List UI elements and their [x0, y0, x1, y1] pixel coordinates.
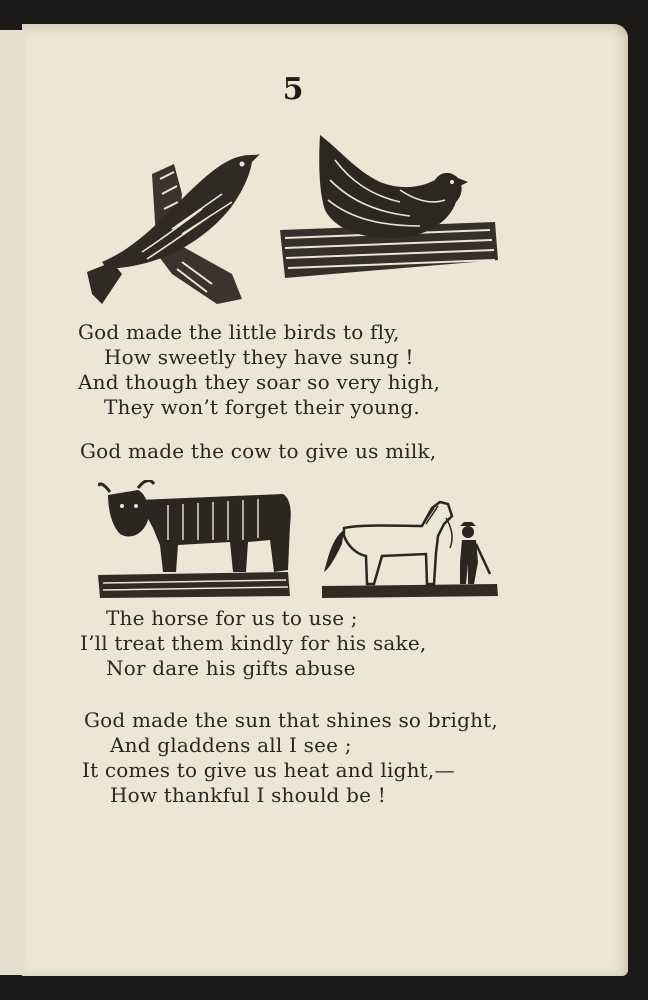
verse-line: The horse for us to use ;	[106, 606, 358, 630]
left-page-edge	[0, 30, 23, 975]
verse-line: It comes to give us heat and light,—	[82, 758, 455, 782]
verse-line: I’ll treat them kindly for his sake,	[80, 631, 427, 655]
verse-line: They won’t forget their young.	[104, 395, 420, 419]
page-number: 5	[282, 72, 304, 107]
bird-woodcut	[82, 134, 262, 309]
verse-line: Nor dare his gifts abuse	[106, 656, 356, 680]
verse-line: And though they soar so very high,	[78, 370, 441, 394]
verse-line: How thankful I should be !	[110, 783, 386, 807]
verse-line: How sweetly they have sung !	[104, 345, 414, 369]
cow-woodcut	[98, 480, 294, 598]
verse-line: God made the cow to give us milk,	[80, 439, 437, 463]
hen-woodcut	[280, 130, 500, 280]
horse-and-man-woodcut	[322, 498, 500, 598]
book-page	[22, 24, 628, 976]
verse-line: God made the sun that shines so bright,	[84, 708, 498, 732]
verse-line: God made the little birds to fly,	[78, 320, 400, 344]
verse-line: And gladdens all I see ;	[110, 733, 352, 757]
